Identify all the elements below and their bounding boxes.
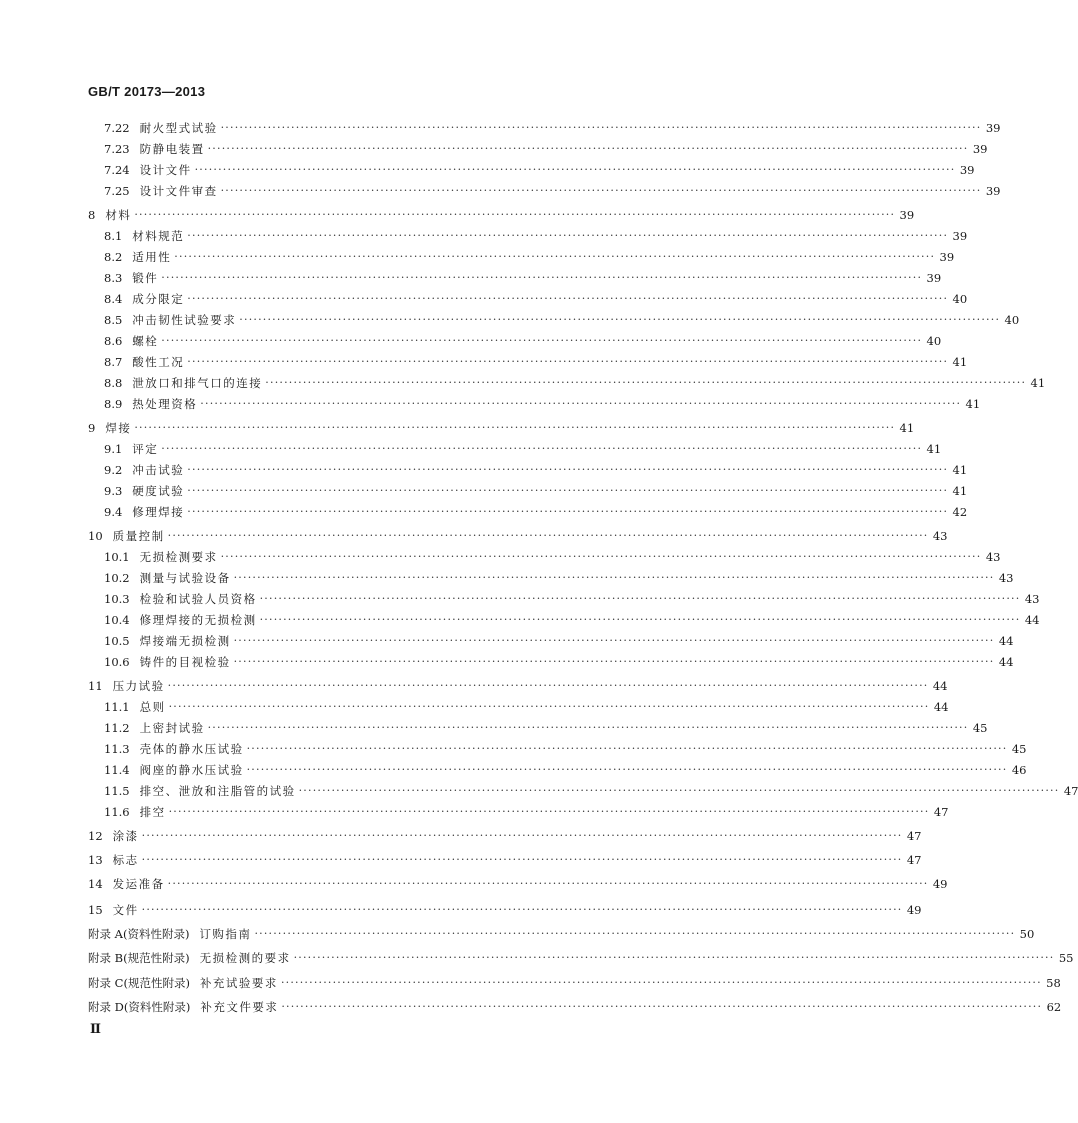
toc-entry-title: 排空	[139, 805, 166, 819]
toc-entry-number: 14	[88, 877, 103, 891]
toc-entry-number: 8.3	[104, 271, 123, 285]
toc-entry-number: 7.24	[104, 163, 130, 177]
toc-entry[interactable]	[104, 182, 1001, 200]
toc-entry[interactable]	[88, 419, 915, 437]
toc-entry[interactable]	[88, 998, 1062, 1016]
toc-entry-page: 40	[926, 334, 942, 348]
dot-leader: ··································································································································································	[168, 805, 930, 818]
toc-entry[interactable]	[104, 332, 942, 350]
toc-entry[interactable]	[104, 482, 968, 500]
toc-entry-number: 10	[88, 529, 103, 543]
dot-leader: ··································································································································································	[187, 484, 949, 497]
dot-leader: ··································································································································································	[207, 142, 969, 155]
toc-entry-number: 7.23	[104, 142, 130, 156]
toc-entry-title: 防静电装置	[139, 142, 205, 156]
dot-leader: ··································································································································································	[168, 700, 930, 713]
toc-entry-page: 41	[952, 355, 968, 369]
toc-entry-title: 修理焊接的无损检测	[139, 613, 257, 627]
dot-leader: ··································································································································································	[187, 355, 949, 368]
toc-entry-title: 压力试验	[112, 679, 165, 693]
dot-leader: ··································································································································································	[220, 550, 982, 563]
toc-entry-page: 39	[985, 184, 1001, 198]
toc-entry[interactable]	[104, 761, 1027, 779]
toc-entry-title: 成分限定	[132, 292, 185, 306]
toc-entry[interactable]	[104, 269, 942, 287]
dot-leader: ··································································································································································	[141, 903, 903, 916]
toc-entry-page: 39	[959, 163, 975, 177]
dot-leader: ··································································································································································	[167, 679, 929, 692]
toc-entry[interactable]	[104, 548, 1001, 566]
page-number-footer: Ⅱ	[90, 1022, 101, 1037]
dot-leader: ··································································································································································	[194, 163, 956, 176]
toc-entry-number: 11.4	[104, 763, 130, 777]
toc-entry[interactable]	[104, 569, 1014, 587]
toc-entry-number: 11	[88, 679, 103, 693]
toc-entry-title: 补充文件要求	[200, 1000, 279, 1014]
toc-entry-number: 9.2	[104, 463, 123, 477]
toc-entry-page: 55	[1058, 951, 1074, 965]
toc-entry-number: 10.5	[104, 634, 130, 648]
toc-entry-page: 41	[899, 421, 915, 435]
toc-entry[interactable]	[104, 803, 949, 821]
toc-entry[interactable]	[88, 677, 948, 695]
toc-entry-title: 螺栓	[132, 334, 159, 348]
toc-entry-page: 40	[952, 292, 968, 306]
dot-leader: ··································································································································································	[200, 397, 962, 410]
toc-entry-page: 39	[926, 271, 942, 285]
toc-entry-title: 锻件	[132, 271, 159, 285]
toc-entry-number: 9.4	[104, 505, 123, 519]
toc-entry-page: 39	[952, 229, 968, 243]
toc-entry-title: 上密封试验	[139, 721, 205, 735]
toc-entry-title: 涂漆	[112, 829, 139, 843]
dot-leader: ··································································································································································	[220, 121, 982, 134]
toc-entry[interactable]	[104, 119, 1001, 137]
toc-entry-page: 58	[1046, 976, 1061, 990]
dot-leader: ··································································································································································	[134, 208, 896, 221]
toc-entry-number: 10.1	[104, 550, 130, 564]
dot-leader: ··································································································································································	[207, 721, 969, 734]
dot-leader: ··································································································································································	[233, 655, 995, 668]
toc-entry-number: 附录 C(规范性附录)	[88, 976, 190, 990]
toc-entry-number: 7.25	[104, 184, 130, 198]
toc-entry-number: 10.4	[104, 613, 130, 627]
toc-entry-page: 39	[972, 142, 988, 156]
toc-entry-page: 43	[1024, 592, 1040, 606]
toc-entry-page: 41	[965, 397, 981, 411]
toc-entry-title: 测量与试验设备	[139, 571, 231, 585]
toc-entry-title: 材料	[105, 208, 132, 222]
dot-leader: ··································································································································································	[233, 571, 995, 584]
toc-entry[interactable]	[104, 698, 949, 716]
toc-entry-title: 补充试验要求	[199, 976, 278, 990]
toc-entry-page: 41	[1030, 376, 1046, 390]
toc-entry[interactable]	[104, 374, 1046, 392]
toc-entry-title: 总则	[139, 700, 166, 714]
toc-entry-page: 39	[985, 121, 1001, 135]
toc-entry-title: 修理焊接	[132, 505, 185, 519]
toc-entry-number: 9.1	[104, 442, 123, 456]
dot-leader: ··································································································································································	[259, 613, 1021, 626]
toc-entry[interactable]	[104, 290, 968, 308]
toc-entry-title: 检验和试验人员资格	[139, 592, 257, 606]
toc-entry-page: 41	[952, 484, 968, 498]
toc-entry-number: 11.6	[104, 805, 130, 819]
toc-entry-page: 40	[1004, 313, 1020, 327]
toc-entry-title: 壳体的静水压试验	[139, 742, 244, 756]
toc-entry-number: 7.22	[104, 121, 130, 135]
toc-entry-title: 无损检测要求	[139, 550, 218, 564]
toc-entry[interactable]	[104, 227, 968, 245]
dot-leader: ··································································································································································	[187, 292, 949, 305]
toc-entry-number: 附录 A(资料性附录)	[88, 927, 190, 941]
toc-entry[interactable]	[104, 440, 942, 458]
toc-entry-page: 50	[1019, 927, 1035, 941]
toc-entry-page: 44	[933, 700, 949, 714]
toc-entry[interactable]	[104, 248, 955, 266]
toc-entry-number: 8.7	[104, 355, 123, 369]
toc-entry[interactable]	[104, 311, 1020, 329]
toc-entry[interactable]	[88, 851, 922, 869]
toc-entry[interactable]	[104, 161, 975, 179]
toc-entry-page: 62	[1046, 1000, 1062, 1014]
toc-entry[interactable]	[104, 140, 988, 158]
toc-entry-page: 44	[998, 655, 1014, 669]
dot-leader: ··································································································································································	[246, 742, 1008, 755]
toc-entry[interactable]	[104, 782, 1078, 800]
dot-leader: ··································································································································································	[246, 763, 1008, 776]
toc-entry-title: 热处理资格	[132, 397, 198, 411]
toc-entry-number: 11.2	[104, 721, 130, 735]
toc-entry-title: 评定	[132, 442, 159, 456]
dot-leader: ··································································································································································	[265, 376, 1027, 389]
toc-entry-title: 适用性	[132, 250, 172, 264]
toc-entry[interactable]	[88, 527, 948, 545]
toc-entry-number: 8.2	[104, 250, 123, 264]
toc-entry-title: 冲击韧性试验要求	[132, 313, 237, 327]
toc-entry-title: 酸性工况	[132, 355, 185, 369]
toc-entry-title: 铸件的目视检验	[139, 655, 231, 669]
toc-entry[interactable]	[104, 653, 1014, 671]
dot-leader: ··································································································································································	[233, 634, 995, 647]
toc-entry-title: 质量控制	[112, 529, 165, 543]
toc-entry-number: 8	[88, 208, 96, 222]
toc-entry-number: 8.5	[104, 313, 123, 327]
dot-leader: ··································································································································································	[167, 529, 929, 542]
toc-entry[interactable]	[104, 503, 968, 521]
toc-entry-number: 附录 B(规范性附录)	[88, 951, 190, 965]
toc-entry-title: 排空、泄放和注脂管的试验	[139, 784, 296, 798]
toc-entry-number: 11.1	[104, 700, 130, 714]
standard-number-header: GB/T 20173—2013	[88, 84, 206, 99]
toc-entry-number: 8.8	[104, 376, 123, 390]
dot-leader: ··································································································································································	[254, 927, 1016, 940]
toc-entry[interactable]	[88, 974, 1061, 992]
dot-leader: ··································································································································································	[239, 313, 1001, 326]
dot-leader: ··································································································································································	[281, 1000, 1043, 1013]
toc-entry[interactable]	[104, 395, 981, 413]
toc-entry-page: 49	[906, 903, 922, 917]
toc-entry-number: 8.6	[104, 334, 123, 348]
toc-entry-title: 冲击试验	[132, 463, 185, 477]
toc-entry-number: 9.3	[104, 484, 123, 498]
toc-entry-number: 12	[88, 829, 103, 843]
toc-entry[interactable]	[88, 925, 1035, 943]
toc-entry-number: 10.6	[104, 655, 130, 669]
toc-entry-page: 45	[1011, 742, 1027, 756]
toc-entry-title: 焊接端无损检测	[139, 634, 231, 648]
toc-entry-title: 焊接	[105, 421, 132, 435]
toc-entry[interactable]	[104, 353, 968, 371]
toc-entry[interactable]	[88, 875, 948, 893]
dot-leader: ··································································································································································	[187, 229, 949, 242]
toc-entry-page: 45	[972, 721, 988, 735]
toc-entry-title: 文件	[112, 903, 139, 917]
toc-entry[interactable]	[104, 461, 968, 479]
dot-leader: ··································································································································································	[187, 505, 949, 518]
toc-entry-title: 泄放口和排气口的连接	[132, 376, 263, 390]
toc-entry-page: 39	[939, 250, 955, 264]
dot-leader: ··································································································································································	[161, 271, 923, 284]
toc-entry-title: 设计文件	[139, 163, 192, 177]
toc-entry-page: 43	[998, 571, 1014, 585]
toc-entry-number: 13	[88, 853, 103, 867]
toc-entry-page: 47	[1063, 784, 1078, 798]
toc-entry-title: 耐火型式试验	[139, 121, 218, 135]
toc-entry-number: 8.9	[104, 397, 123, 411]
toc-entry-number: 10.2	[104, 571, 130, 585]
toc-entry-number: 15	[88, 903, 103, 917]
toc-entry-title: 标志	[112, 853, 139, 867]
toc-entry-title: 订购指南	[199, 927, 252, 941]
toc-entry-page: 41	[952, 463, 968, 477]
toc-entry-page: 47	[906, 829, 922, 843]
toc-entry-number: 11.3	[104, 742, 130, 756]
toc-entry-page: 44	[932, 679, 948, 693]
toc-entry-number: 10.3	[104, 592, 130, 606]
dot-leader: ··································································································································································	[161, 442, 923, 455]
dot-leader: ··································································································································································	[141, 829, 903, 842]
toc-entry-number: 8.4	[104, 292, 123, 306]
toc-entry-page: 39	[899, 208, 915, 222]
toc-entry-title: 设计文件审查	[139, 184, 218, 198]
toc-entry[interactable]	[104, 740, 1027, 758]
dot-leader: ··································································································································································	[174, 250, 936, 263]
dot-leader: ··································································································································································	[187, 463, 949, 476]
toc-entry-page: 44	[1024, 613, 1040, 627]
toc-entry-page: 43	[985, 550, 1001, 564]
dot-leader: ··································································································································································	[259, 592, 1021, 605]
toc-entry[interactable]	[104, 590, 1040, 608]
toc-entry-page: 41	[926, 442, 942, 456]
dot-leader: ··································································································································································	[167, 877, 929, 890]
toc-entry-page: 47	[933, 805, 949, 819]
toc-entry-page: 44	[998, 634, 1014, 648]
toc-entry[interactable]	[88, 827, 922, 845]
toc-entry-page: 49	[932, 877, 948, 891]
toc-entry-page: 46	[1011, 763, 1027, 777]
toc-entry-page: 47	[906, 853, 922, 867]
toc-entry-title: 阀座的静水压试验	[139, 763, 244, 777]
dot-leader: ··································································································································································	[161, 334, 923, 347]
toc-entry[interactable]	[88, 949, 1074, 967]
toc-entry[interactable]	[88, 901, 922, 919]
dot-leader: ··································································································································································	[141, 853, 903, 866]
dot-leader: ··································································································································································	[220, 184, 982, 197]
toc-entry[interactable]	[104, 632, 1014, 650]
toc-entry-title: 无损检测的要求	[199, 951, 291, 965]
toc-entry-page: 42	[952, 505, 968, 519]
dot-leader: ··································································································································································	[280, 976, 1042, 989]
dot-leader: ··································································································································································	[293, 951, 1055, 964]
toc-entry[interactable]	[104, 611, 1040, 629]
toc-entry[interactable]	[104, 719, 988, 737]
dot-leader: ··································································································································································	[298, 784, 1060, 797]
toc-entry-page: 43	[932, 529, 948, 543]
toc-entry-title: 材料规范	[132, 229, 185, 243]
toc-entry-title: 硬度试验	[132, 484, 185, 498]
dot-leader: ··································································································································································	[134, 421, 896, 434]
toc-entry-title: 发运准备	[112, 877, 165, 891]
toc-entry-number: 9	[88, 421, 96, 435]
toc-entry-number: 附录 D(资料性附录)	[88, 1000, 191, 1014]
toc-entry-number: 11.5	[104, 784, 130, 798]
toc-entry[interactable]	[88, 206, 915, 224]
toc-entry-number: 8.1	[104, 229, 123, 243]
